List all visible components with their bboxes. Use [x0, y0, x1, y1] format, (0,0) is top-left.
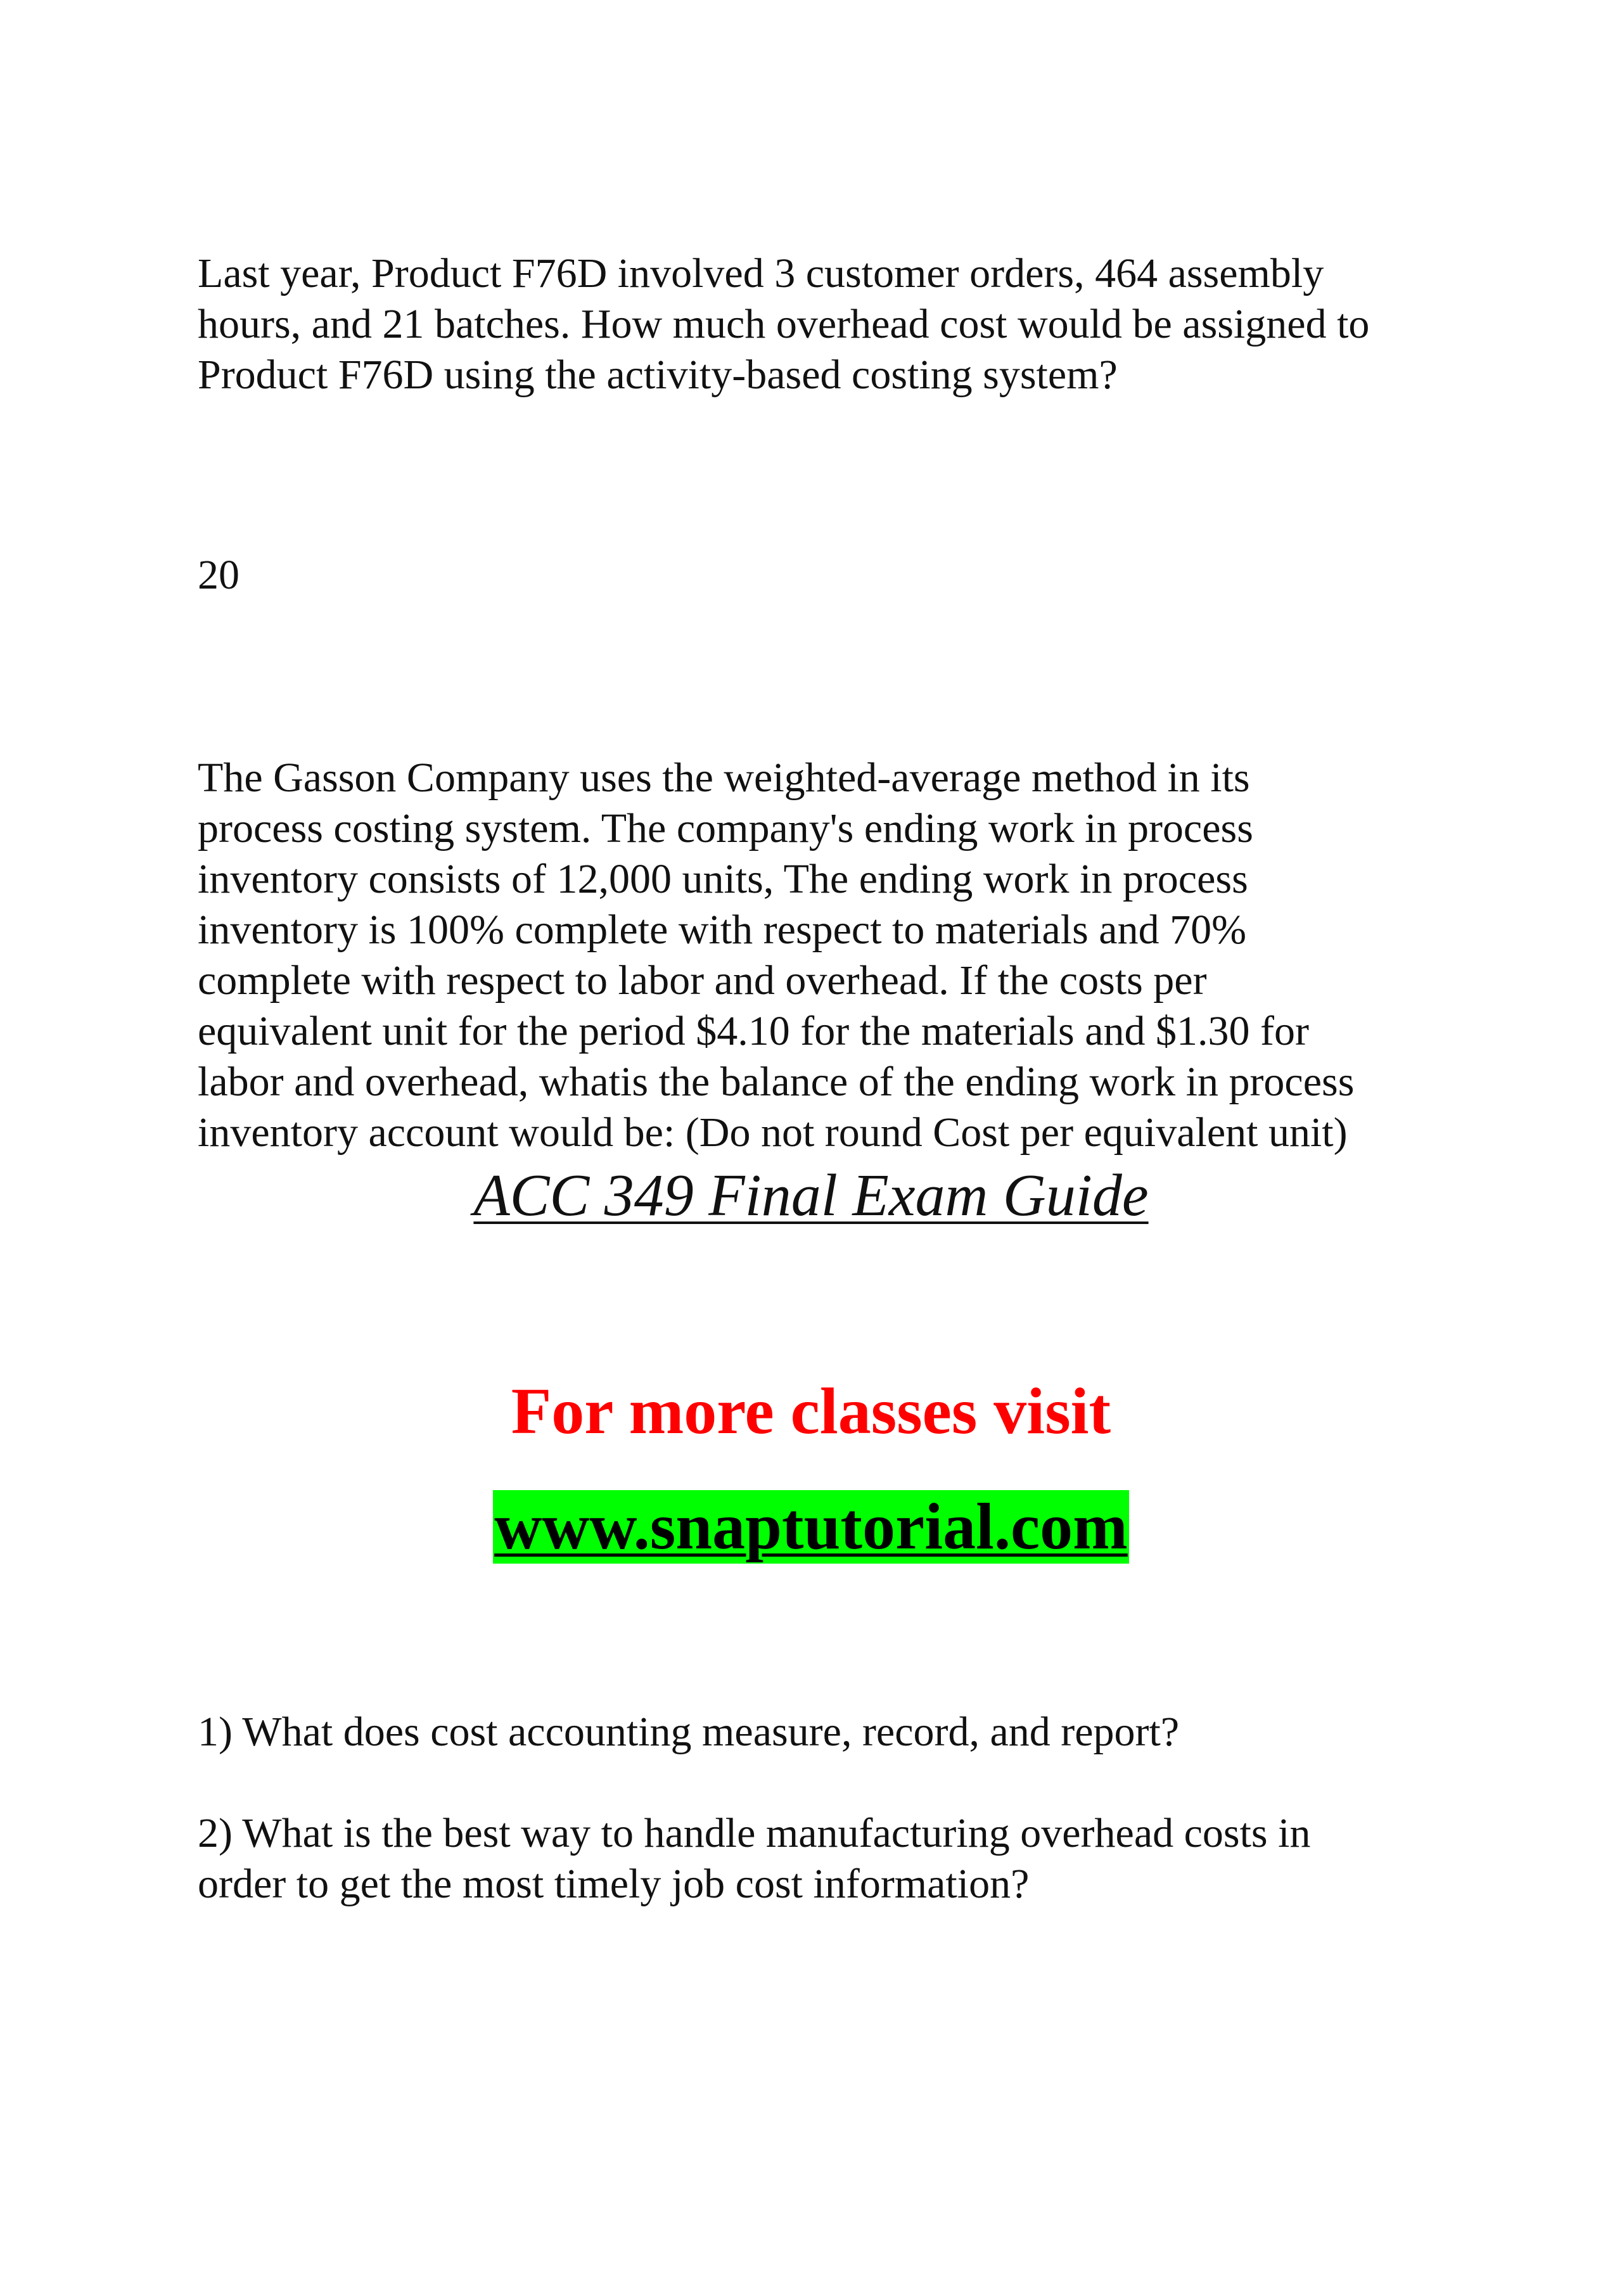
text-line: labor and overhead, whatis the balance of the ending work in process: [198, 1059, 1355, 1105]
question-19-text: [198, 248, 1465, 400]
text-line: inventory is 100% complete with respect to materials and 70%: [198, 907, 1247, 953]
guide-title: [0, 1161, 1622, 1230]
question-number: 20: [198, 552, 239, 598]
text-line: inventory consists of 12,000 units, The ending work in process: [198, 856, 1248, 902]
text-line: Last year, Product F76D involved 3 customer orders, 464 assembly: [198, 250, 1324, 297]
text-line: complete with respect to labor and overhead. If the costs per: [198, 957, 1207, 1004]
promo-link-row: [0, 1489, 1622, 1565]
list-item: [198, 1808, 1465, 1910]
guide-title-text: ACC 349 Final Exam Guide: [473, 1163, 1149, 1228]
text-line: inventory account would be: (Do not round Cost per equivalent unit): [198, 1109, 1348, 1156]
text-line: The Gasson Company uses the weighted-average method in its: [198, 755, 1250, 801]
text-line: hours, and 21 batches. How much overhead cost would be assigned to: [198, 301, 1370, 347]
list-item: [198, 1707, 1465, 1757]
text-line: equivalent unit for the period $4.10 for the materials and $1.30 for: [198, 1008, 1309, 1054]
text-line: Product F76D using the activity-based costing system?: [198, 352, 1118, 398]
text-line: order to get the most timely job cost information?: [198, 1861, 1030, 1907]
promo-heading: For more classes visit: [511, 1375, 1111, 1448]
text-line: process costing system. The company's ending work in process: [198, 805, 1253, 851]
website-link[interactable]: www.snaptutorial.com: [494, 1490, 1128, 1563]
text-line: 2) What is the best way to handle manufacturing overhead costs in: [198, 1810, 1311, 1856]
text-line: 1) What does cost accounting measure, record, and report?: [198, 1709, 1180, 1755]
question-20-text: [198, 753, 1465, 1158]
